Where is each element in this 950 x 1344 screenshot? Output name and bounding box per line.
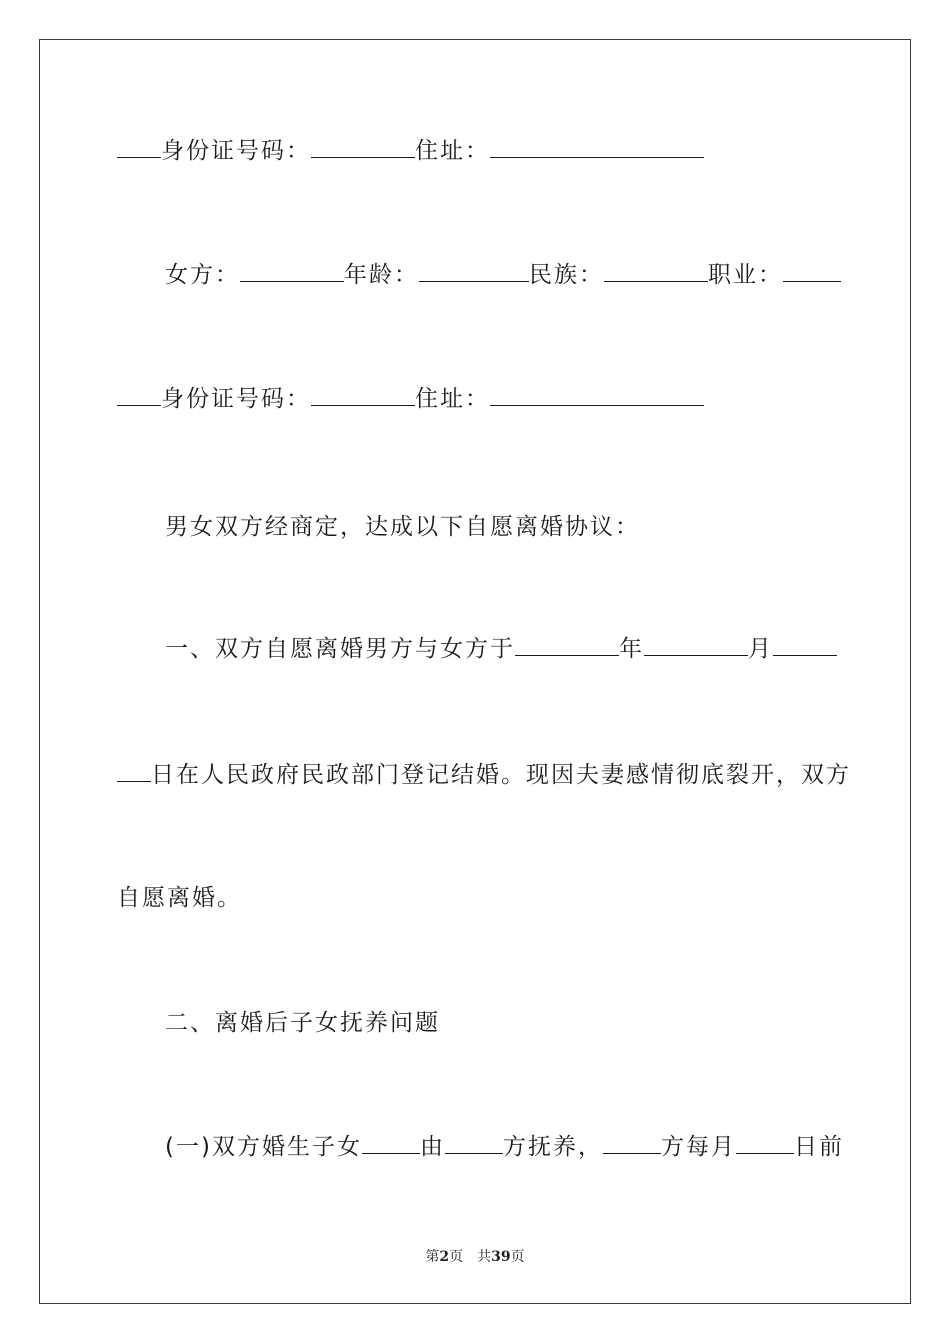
year-label: 年 <box>619 636 644 662</box>
clause-two-sub-one <box>165 1132 844 1162</box>
id-number-blank[interactable] <box>311 385 415 406</box>
payer-blank[interactable] <box>603 1133 661 1154</box>
clause-two-heading <box>165 1008 440 1038</box>
footer-prefix: 第 <box>425 1249 440 1265</box>
month-blank[interactable] <box>644 635 748 656</box>
line-id-address-male <box>117 136 704 166</box>
age-label: 年龄： <box>344 262 419 288</box>
address-blank[interactable] <box>490 137 704 158</box>
custodian-blank[interactable] <box>445 1133 503 1154</box>
clause-one-text: 一、双方自愿离婚男方与女方于 <box>165 636 515 662</box>
footer-suffix: 页 <box>510 1249 525 1265</box>
sub-one-text-d: 方每月 <box>660 1134 736 1160</box>
page-footer <box>0 1246 950 1266</box>
children-blank[interactable] <box>362 1133 420 1154</box>
id-number-label: 身份证号码： <box>161 138 311 164</box>
current-page-number: 2 <box>439 1249 450 1265</box>
ethnicity-blank[interactable] <box>604 261 708 282</box>
clause-one-text-3: 自愿离婚。 <box>117 885 242 911</box>
blank-field[interactable] <box>117 137 161 158</box>
page-border <box>39 39 911 1304</box>
total-page-number: 39 <box>491 1249 511 1265</box>
female-name-blank[interactable] <box>240 261 344 282</box>
blank-field[interactable] <box>117 385 161 406</box>
address-label: 住址： <box>415 138 490 164</box>
day-blank-cont[interactable] <box>117 761 151 782</box>
female-label: 女方： <box>165 262 240 288</box>
month-label: 月 <box>748 636 773 662</box>
id-number-label: 身份证号码： <box>161 386 311 412</box>
clause-one-text-2: 日在人民政府民政部门登记结婚。现因夫妻感情彻底裂开，双方 <box>151 762 851 788</box>
occupation-blank[interactable] <box>783 261 841 282</box>
year-blank[interactable] <box>515 635 619 656</box>
clause-one-line-2 <box>117 760 851 790</box>
occupation-label: 职业： <box>708 262 783 288</box>
sub-one-text-e: 日前 <box>793 1134 844 1160</box>
agreement-intro-text: 男女双方经商定，达成以下自愿离婚协议： <box>165 514 640 540</box>
age-blank[interactable] <box>419 261 529 282</box>
sub-one-text-c: 方抚养， <box>502 1134 603 1160</box>
line-female-info <box>165 260 841 290</box>
clause-one-line-1 <box>165 634 837 664</box>
payment-day-blank[interactable] <box>736 1133 794 1154</box>
line-id-address-female <box>117 384 704 414</box>
footer-mid: 页 共 <box>449 1249 492 1265</box>
ethnicity-label: 民族： <box>529 262 604 288</box>
agreement-intro <box>165 512 640 542</box>
clause-one-line-3 <box>117 883 242 913</box>
sub-one-text-a: (一)双方婚生子女 <box>165 1134 362 1160</box>
address-blank[interactable] <box>490 385 704 406</box>
day-blank[interactable] <box>773 635 837 656</box>
clause-two-text: 二、离婚后子女抚养问题 <box>165 1010 440 1036</box>
id-number-blank[interactable] <box>311 137 415 158</box>
address-label: 住址： <box>415 386 490 412</box>
sub-one-text-b: 由 <box>419 1134 445 1160</box>
